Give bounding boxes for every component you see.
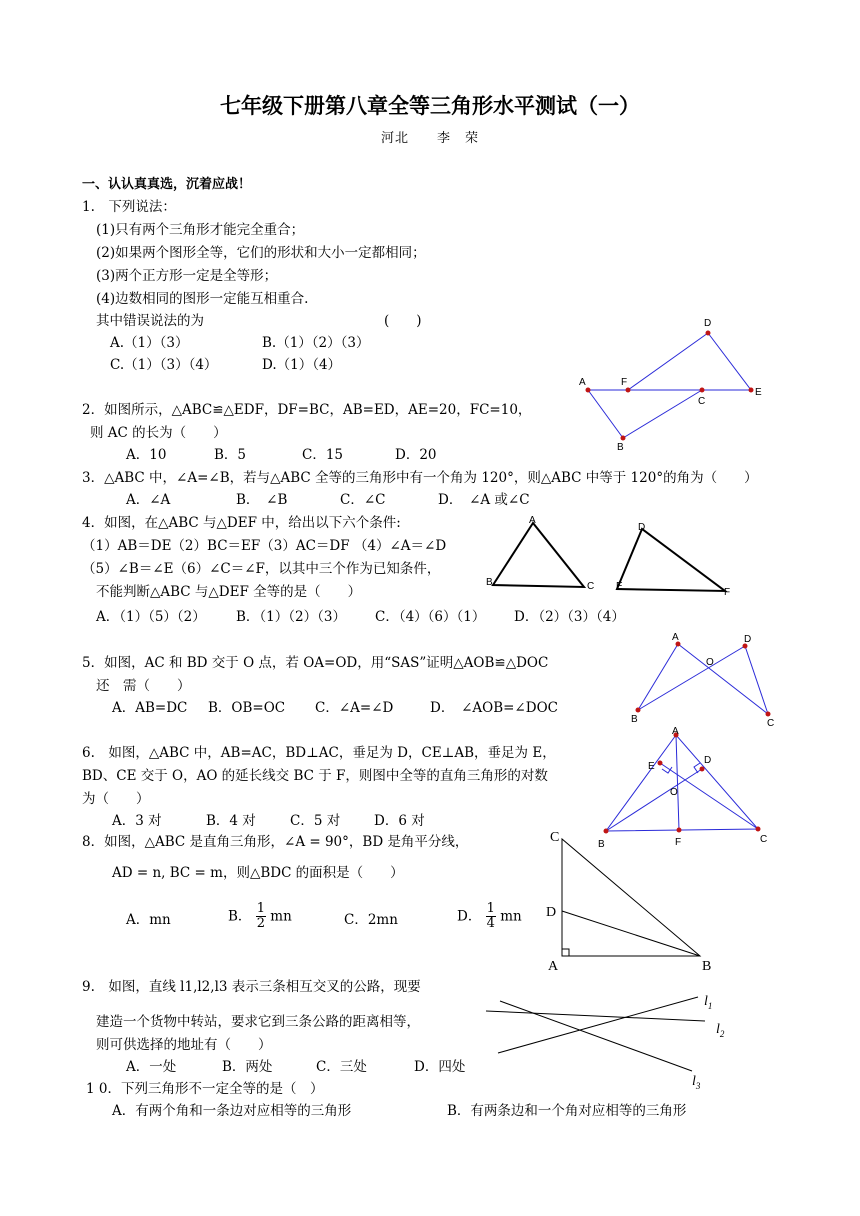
q9-stem-2: 建造一个货物中转站，要求它到三条公路的距离相等， bbox=[96, 1014, 420, 1030]
q4-option-d: D．（2）（3）（4） bbox=[514, 609, 625, 625]
q4-label-d: D bbox=[638, 522, 646, 533]
q4-stem: 4．如图，在△ABC 与△DEF 中，给出以下六个条件: bbox=[82, 515, 401, 531]
q6-label-e: E bbox=[648, 761, 655, 772]
q1-option-c: C.（1）（3）（4） bbox=[110, 357, 218, 373]
q4-label-c: C bbox=[587, 581, 595, 592]
q6-label-c: C bbox=[760, 834, 768, 845]
q8-label-b: B bbox=[702, 959, 712, 974]
q4-ask: 不能判断△ABC 与△DEF 全等的是（ ） bbox=[96, 584, 362, 600]
q5-label-a: A bbox=[672, 632, 679, 643]
q9-option-c: C．三处 bbox=[316, 1059, 367, 1075]
q6-stem: 6. 如图，△ABC 中，AB=AC，BD⊥AC，垂足为 D，CE⊥AB，垂足为 E， bbox=[82, 745, 556, 761]
q1-ask: 其中错误说法的为 bbox=[96, 313, 204, 329]
q6-option-b: B．4 对 bbox=[206, 813, 256, 829]
q5-option-c: C．∠A=∠D bbox=[315, 700, 394, 716]
q6-label-b: B bbox=[598, 839, 605, 850]
q3-stem: 3．△ABC 中，∠A=∠B，若与△ABC 全等的三角形中有一个角为 120°，则△ABC 中等于 120°的角为（ ） bbox=[82, 470, 758, 486]
q6-option-d: D．6 对 bbox=[374, 813, 425, 829]
q8-stem-2: AD = n, BC = m，则△BDC 的面积是（ ） bbox=[112, 865, 404, 881]
q6-option-a: A．3 对 bbox=[112, 813, 162, 829]
q10-option-b: B．有两条边和一个角对应相等的三角形 bbox=[447, 1103, 687, 1119]
q2-figure bbox=[570, 315, 770, 450]
q9-option-b: B．两处 bbox=[222, 1059, 273, 1075]
q8-label-a: A bbox=[548, 959, 559, 974]
q2-option-d: D．20 bbox=[395, 447, 437, 463]
q9-option-d: D．四处 bbox=[414, 1059, 466, 1075]
q9-stem: 9. 如图，直线 l1,l2,l3 表示三条相互交叉的公路，现要 bbox=[82, 979, 421, 995]
q5-label-d: D bbox=[744, 634, 752, 645]
q4-figure bbox=[480, 515, 740, 600]
author: 河北 李 荣 bbox=[380, 131, 479, 146]
q4-option-c: C．（4）（6）（1） bbox=[375, 609, 486, 625]
q5-stem: 5．如图，AC 和 BD 交于 O 点，若 OA=OD，用“SAS”证明△AOB≌△DOC bbox=[82, 655, 549, 671]
fraction-one-quarter: $\frac{1}{4}$ bbox=[486, 901, 495, 932]
q5-figure bbox=[620, 630, 790, 730]
q2-stem-2: 则 AC 的长为（ ） bbox=[90, 425, 227, 441]
q10-stem: 1 0．下列三角形不一定全等的是（ ） bbox=[86, 1081, 324, 1097]
section-heading: 一、认认真真选，沉着应战！ bbox=[82, 177, 252, 192]
q8-option-b: B． $\frac{1}{2}$ mn bbox=[228, 901, 292, 932]
q1-statement-1: (1)只有两个三角形才能完全重合； bbox=[96, 222, 305, 238]
q1-stem: 1. 下列说法： bbox=[82, 199, 176, 215]
page-title: 七年级下册第八章全等三角形水平测试（一） bbox=[220, 93, 640, 118]
q10-option-a: A．有两个角和一条边对应相等的三角形 bbox=[112, 1103, 352, 1119]
q6-label-a: A bbox=[672, 726, 679, 737]
q5-label-b: B bbox=[631, 714, 638, 725]
q2-label-d: D bbox=[704, 318, 712, 329]
q4-conditions-1: （1）AB＝DE（2）BC＝EF（3）AC＝DF （4）∠A＝∠D bbox=[82, 538, 447, 554]
q8-label-d: D bbox=[546, 905, 557, 920]
q3-option-d: D． ∠A 或∠C bbox=[438, 492, 530, 508]
q8-option-d: D． $\frac{1}{4}$ mn bbox=[457, 901, 522, 932]
q4-label-b: B bbox=[486, 577, 493, 588]
q2-label-b: B bbox=[617, 442, 624, 450]
q3-option-a: A．∠A bbox=[126, 492, 171, 508]
q1-option-b: B.（1）（2）（3） bbox=[262, 335, 370, 351]
q4-label-f: F bbox=[724, 587, 731, 598]
q9-stem-3: 则可供选择的地址有（ ） bbox=[96, 1037, 272, 1053]
q4-conditions-2: （5）∠B＝∠E（6）∠C＝∠F，以其中三个作为已知条件， bbox=[82, 561, 441, 577]
q6-stem-3: 为（ ） bbox=[82, 791, 150, 807]
q2-stem: 2．如图所示，△ABC≌△EDF，DF=BC，AB=ED，AE=20，FC=10， bbox=[82, 402, 532, 418]
q5-label-o: O bbox=[706, 657, 714, 668]
q9-label-l1: $l_1$ bbox=[704, 994, 713, 1011]
q2-label-c: C bbox=[698, 396, 706, 407]
q1-statement-3: (3)两个正方形一定是全等形； bbox=[96, 268, 278, 284]
q5-label-c: C bbox=[767, 718, 775, 729]
q3-option-c: C．∠C bbox=[340, 492, 386, 508]
q9-figure bbox=[480, 985, 740, 1095]
q2-option-c: C．15 bbox=[302, 447, 344, 463]
q6-label-f: F bbox=[675, 837, 682, 848]
q6-label-d: D bbox=[704, 755, 712, 766]
q8-label-c: C bbox=[550, 830, 560, 845]
q1-statement-4: (4)边数相同的图形一定能互相重合. bbox=[96, 291, 309, 307]
q5-option-a: A．AB=DC bbox=[112, 700, 188, 716]
q5-option-d: D． ∠AOB=∠DOC bbox=[430, 700, 558, 716]
q2-option-a: A．10 bbox=[126, 447, 167, 463]
q9-label-l2: $l_2$ bbox=[716, 1022, 725, 1039]
q3-option-b: B． ∠B bbox=[236, 492, 288, 508]
q9-option-a: A．一处 bbox=[126, 1059, 177, 1075]
q6-label-o: O bbox=[670, 787, 678, 798]
q4-label-e: E bbox=[616, 581, 623, 592]
q2-option-b: B．5 bbox=[214, 447, 247, 463]
q1-answer-paren: ( ) bbox=[384, 313, 422, 329]
q4-option-a: A．（1）（5）（2） bbox=[96, 609, 206, 625]
q1-option-a: A.（1）（3） bbox=[110, 335, 189, 351]
q1-option-d: D.（1）（4） bbox=[262, 357, 342, 373]
q4-option-b: B．（1）（2）（3） bbox=[236, 609, 346, 625]
q9-label-l3: $l_3$ bbox=[692, 1074, 701, 1091]
q8-figure bbox=[540, 825, 720, 975]
q5-option-b: B．OB=OC bbox=[208, 700, 286, 716]
q8-stem: 8．如图，△ABC 是直角三角形，∠A = 90°，BD 是角平分线， bbox=[82, 834, 469, 850]
q8-option-c: C．2mn bbox=[344, 912, 398, 928]
q8-option-a: A．mn bbox=[126, 912, 171, 928]
q5-stem-2: 还 需（ ） bbox=[96, 678, 191, 694]
q4-label-a: A bbox=[529, 515, 536, 526]
q6-option-c: C．5 对 bbox=[290, 813, 341, 829]
q2-label-a: A bbox=[579, 377, 586, 388]
q2-label-f: F bbox=[621, 377, 628, 388]
q1-statement-2: (2)如果两个图形全等，它们的形状和大小一定都相同； bbox=[96, 245, 426, 261]
fraction-one-half: $\frac{1}{2}$ bbox=[256, 901, 265, 932]
q2-label-e: E bbox=[755, 387, 762, 398]
q6-stem-2: BD、CE 交于 O，AO 的延长线交 BC 于 F，则图中全等的直角三角形的对数 bbox=[82, 768, 548, 784]
